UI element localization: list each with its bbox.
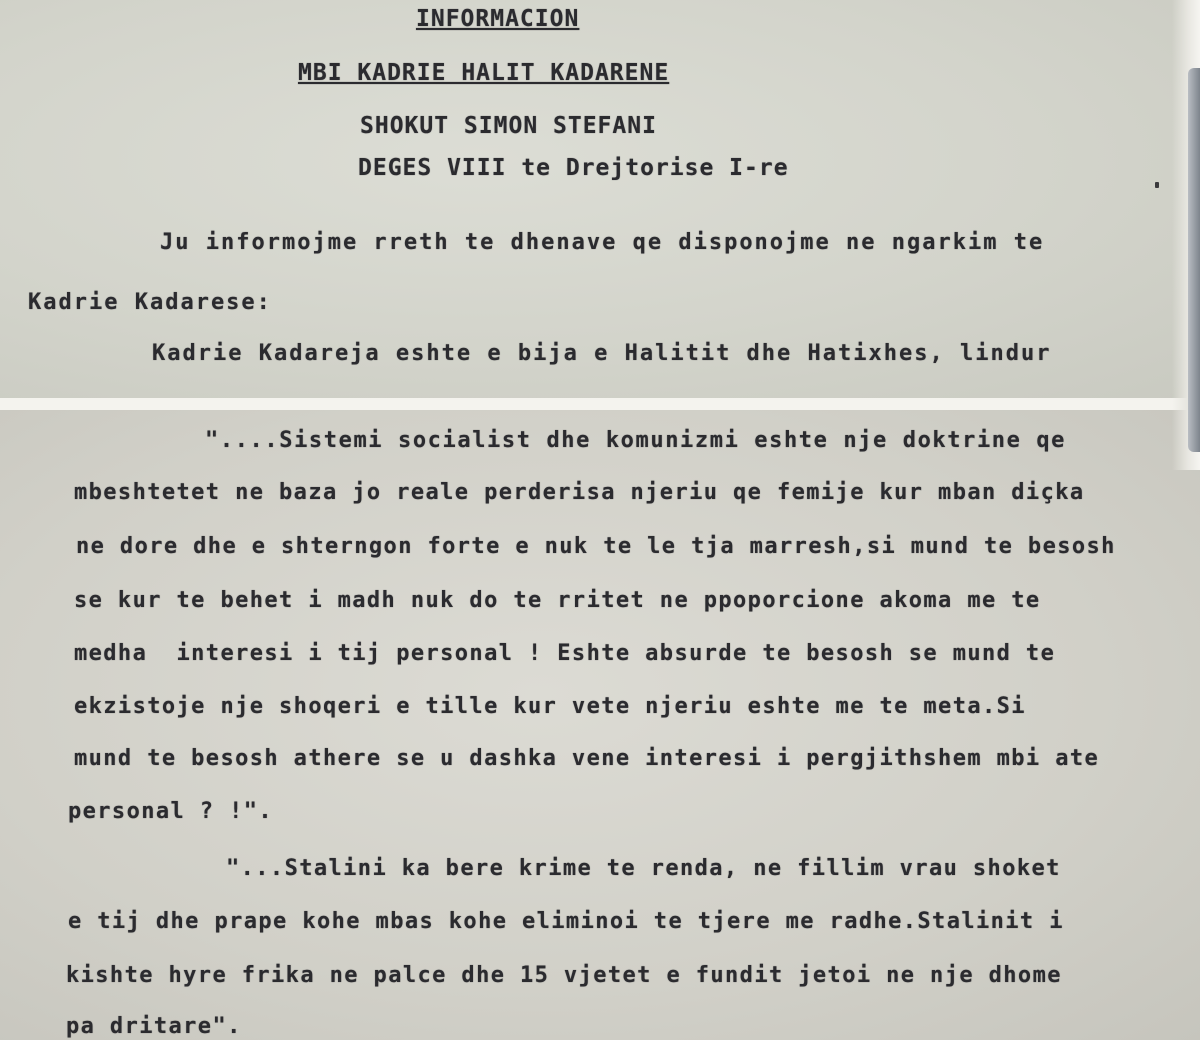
text-line: "...Stalini ka bere krime te renda, ne fillim vrau shoket <box>226 856 1061 881</box>
document-title: INFORMACION <box>416 6 580 32</box>
text-line: personal ? !". <box>68 799 274 824</box>
text-line: Kadrie Kadarese: <box>28 290 272 315</box>
text-line: kishte hyre frika ne palce dhe 15 vjetet e fundit jetoi ne nje dhome <box>66 963 1062 988</box>
text-line: Kadrie Kadareja eshte e bija e Halitit dhe Hatixhes, lindur <box>152 341 1052 366</box>
text-line: ekzistoje nje shoqeri e tille kur vete njeriu eshte me te meta.Si <box>74 694 1026 719</box>
document-subtitle: MBI KADRIE HALIT KADARENE <box>298 60 670 86</box>
ink-mark <box>1155 182 1159 188</box>
addressee-department: DEGES VIII te Drejtorise I-re <box>358 155 789 181</box>
document-excerpt-top <box>0 0 1200 398</box>
text-line: e tij dhe prape kohe mbas kohe eliminoi te tjere me radhe.Stalinit i <box>68 909 1064 934</box>
text-line: medha interesi i tij personal ! Eshte absurde te besosh se mund te <box>74 641 1056 666</box>
addressee-line: SHOKUT SIMON STEFANI <box>360 113 657 139</box>
text-line: mund te besosh athere se u dashka vene interesi i pergjithshem mbi ate <box>74 746 1100 771</box>
text-line: "....Sistemi socialist dhe komunizmi eshte nje doktrine qe <box>205 428 1067 453</box>
device-edge <box>1188 68 1200 452</box>
text-line: se kur te behet i madh nuk do te rritet ne ppoporcione akoma me te <box>74 588 1041 613</box>
text-line: Ju informojme rreth te dhenave qe disponojme ne ngarkim te <box>160 230 1045 255</box>
text-line: pa dritare". <box>66 1014 242 1039</box>
text-line: ne dore dhe e shterngon forte e nuk te le tja marresh,si mund te besosh <box>76 534 1116 559</box>
text-line: mbeshtetet ne baza jo reale perderisa njeriu qe femije kur mban diçka <box>74 480 1085 505</box>
